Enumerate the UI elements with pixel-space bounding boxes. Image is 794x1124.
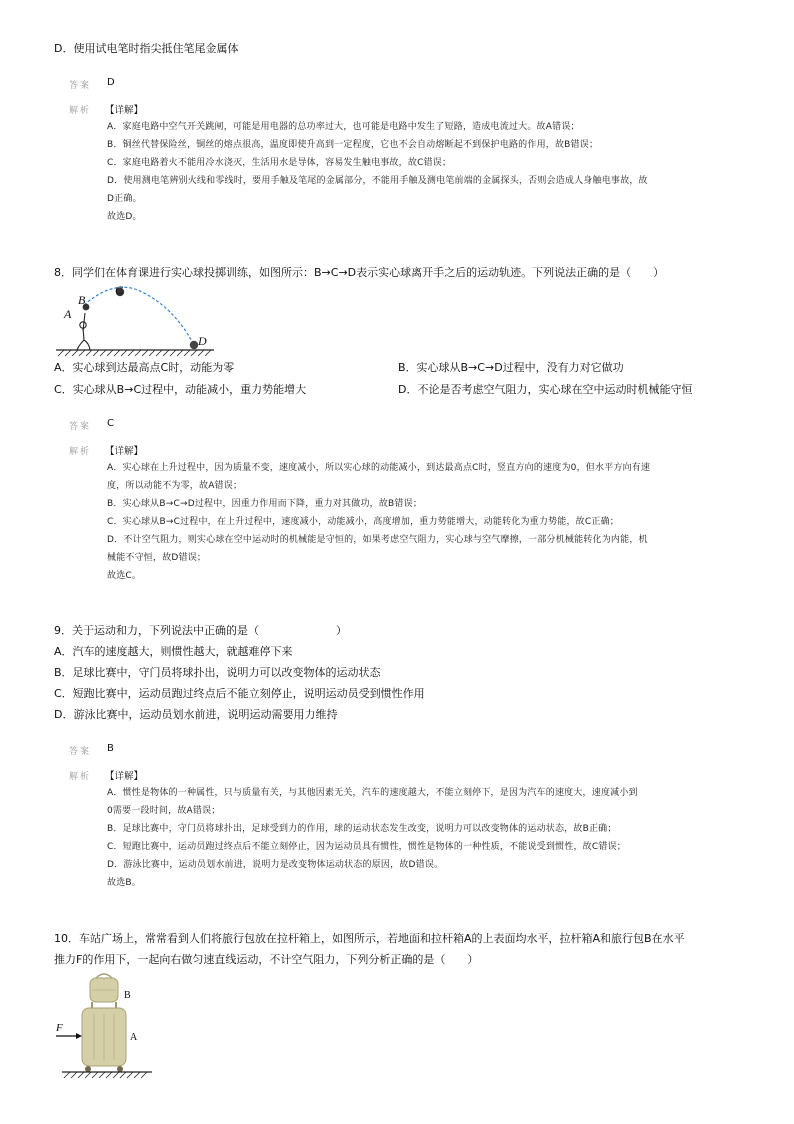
q8-line: D．不计空气阻力，则实心球在空中运动时的机械能是守恒的，如果考虑空气阻力，实心球与空气摩擦，一部分机械能转化为内能，机 [107, 535, 648, 545]
q7-detail-head: 【详解】 [105, 105, 144, 116]
q8-stem: 8．同学们在体育课进行实心球投掷训练，如图所示：B→C→D表示实心球离开手之后的运动轨迹。下列说法正确的是（ ） [54, 266, 665, 279]
q10-stem-line: 推力F的作用下，一起向右做匀速直线运动，不计空气阻力，下列分析正确的是（ ） [54, 953, 479, 966]
q8-analysis-label: 解析 [69, 447, 92, 457]
q8-detail-head: 【详解】 [105, 446, 144, 457]
q10-label-b: B [124, 990, 131, 1001]
q7-line: D正确。 [107, 194, 142, 204]
q8-line: C．实心球从B→C过程中，在上升过程中，速度减小，动能减小，高度增加，重力势能增大，动能转化为重力势能，故C正确； [107, 517, 619, 527]
q9-answer: B [107, 743, 114, 754]
q7-line: D．使用测电笔辨别火线和零线时，要用手触及笔尾的金属部分，不能用手触及测电笔前端的金属探头，否则会造成人身触电事故，故 [107, 176, 648, 186]
q8-option-b: B．实心球从B→C→D过程中，没有力对它做功 [398, 361, 624, 374]
q7-line: B．铜丝代替保险丝，铜丝的熔点很高，温度即使升高到一定程度，它也不会自动熔断起不到保护电路的作用，故B错误； [107, 140, 599, 150]
q9-analysis-label: 解析 [69, 772, 92, 782]
q7-line: A．家庭电路中空气开关跳闸，可能是用电器的总功率过大，也可能是电路中发生了短路，造成电流过大。故A错误； [107, 122, 580, 132]
q8-line: 度，所以动能不为零，故A错误； [107, 481, 243, 491]
q10-label-a: A [130, 1032, 138, 1043]
q9-stem: 9．关于运动和力，下列说法中正确的是（ ） [54, 624, 347, 637]
q9-option-c: C．短跑比赛中，运动员跑过终点后不能立刻停止，说明运动员受到惯性作用 [54, 687, 425, 700]
q8-line: B．实心球从B→C→D过程中，因重力作用而下降，重力对其做功，故B错误； [107, 499, 423, 509]
q9-answer-label: 答案 [69, 747, 92, 757]
q8-label-d: D [198, 334, 207, 348]
q10-label-f: F [56, 1022, 63, 1034]
q7-option-d: D．使用试电笔时指尖抵住笔尾金属体 [54, 42, 239, 55]
q9-line: 0需要一段时间，故A错误； [107, 806, 221, 816]
q7-answer-label: 答案 [69, 81, 92, 91]
q9-line: B．足球比赛中，守门员将球扑出，足球受到力的作用，球的运动状态发生改变，说明力可以改变物体的运动状态，故B正确； [107, 824, 617, 834]
q9-detail-head: 【详解】 [105, 771, 144, 782]
q8-label-c: C [115, 283, 124, 297]
q8-line: 故选C。 [107, 571, 142, 581]
q8-label-b: B [78, 293, 86, 307]
q9-line: 故选B。 [107, 878, 141, 888]
q9-option-d: D．游泳比赛中，运动员划水前进，说明运动需要用力维持 [54, 708, 338, 721]
q9-option-a: A．汽车的速度越大，则惯性越大，就越难停下来 [54, 645, 293, 658]
q8-line: A．实心球在上升过程中，因为质量不变，速度减小，所以实心球的动能减小，到达最高点C时，竖直方向的速度为0，但水平方向有速 [107, 463, 651, 473]
q8-line: 械能不守恒，故D错误； [107, 553, 207, 563]
q8-answer-label: 答案 [69, 422, 92, 432]
q8-trajectory-figure [52, 283, 220, 359]
q8-option-c: C．实心球从B→C过程中，动能减小，重力势能增大 [54, 383, 307, 396]
q9-line: D．游泳比赛中，运动员划水前进，说明力是改变物体运动状态的原因，故D错误。 [107, 860, 444, 870]
q10-suitcase-figure [52, 970, 162, 1082]
q7-line: C．家庭电路着火不能用冷水浇灭，生活用水是导体，容易发生触电事故，故C错误； [107, 158, 452, 168]
q7-answer: D [107, 77, 115, 88]
q9-line: C．短跑比赛中，运动员跑过终点后不能立刻停止，因为运动员具有惯性，惯性是物体的一种性质，不能说受到惯性，故C错误； [107, 842, 626, 852]
q9-line: A．惯性是物体的一种属性，只与质量有关，与其他因素无关，汽车的速度越大，不能立刻停下，是因为汽车的速度大，速度减小到 [107, 788, 638, 798]
q9-option-b: B．足球比赛中，守门员将球扑出，说明力可以改变物体的运动状态 [54, 666, 381, 679]
q8-label-a: A [64, 307, 72, 321]
q8-option-a: A．实心球到达最高点C时，动能为零 [54, 361, 235, 374]
q8-answer: C [107, 418, 114, 429]
q8-option-d: D．不论是否考虑空气阻力，实心球在空中运动时机械能守恒 [398, 383, 693, 396]
q10-stem-line: 10．车站广场上，常常看到人们将旅行包放在拉杆箱上，如图所示，若地面和拉杆箱A的上表面均水平，拉杆箱A和旅行包B在水平 [54, 932, 685, 945]
q7-line: 故选D。 [107, 212, 142, 222]
q7-analysis-label: 解析 [69, 106, 92, 116]
